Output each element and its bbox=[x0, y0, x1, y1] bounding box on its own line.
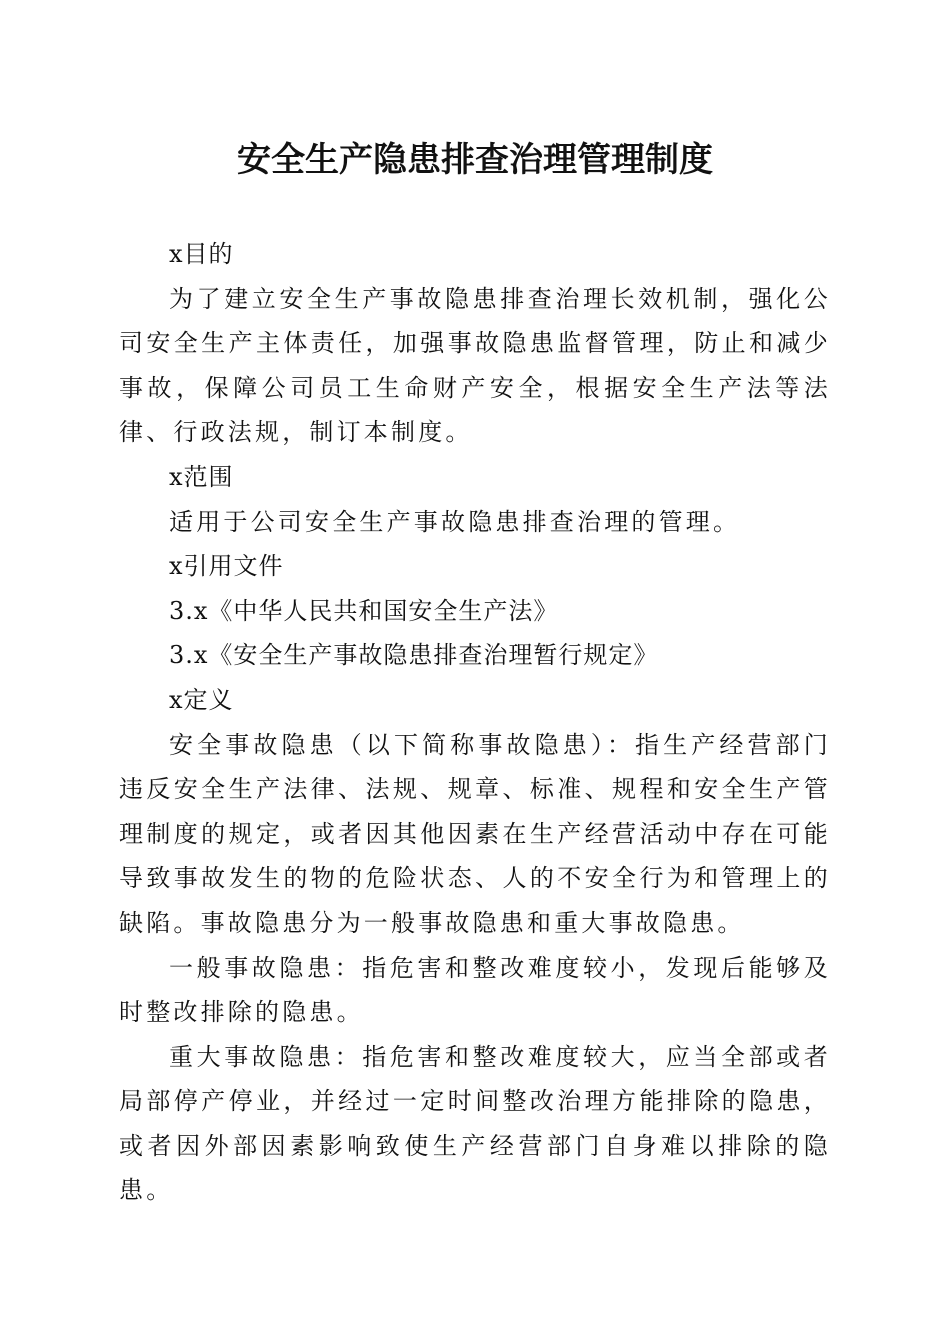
document-body bbox=[119, 232, 831, 1213]
paragraph-definition-major: 重大事故隐患：指危害和整改难度较大，应当全部或者局部停产停业，并经过一定时间整改治理方能排除的隐患，或者因外部因素影响致使生产经营部门自身难以排除的隐患。 bbox=[119, 1042, 831, 1205]
reference-item-2: 3.x《安全生产事故隐患排查治理暂行规定》 bbox=[169, 641, 659, 670]
paragraph-scope: 适用于公司安全生产事故隐患排查治理的管理。 bbox=[169, 507, 741, 536]
section-heading-purpose: x目的 bbox=[169, 240, 234, 268]
section-heading-references: x引用文件 bbox=[169, 552, 284, 581]
section-heading-definitions: x定义 bbox=[169, 685, 234, 714]
paragraph-purpose: 为了建立安全生产事故隐患排查治理长效机制，强化公司安全生产主体责任，加强事故隐患监督管理，防止和减少事故，保障公司员工生命财产安全，根据安全生产法等法律、行政法规，制订本制度。 bbox=[119, 284, 831, 447]
document-title: 安全生产隐患排查治理管理制度 bbox=[237, 140, 713, 180]
reference-item-1: 3.x《中华人民共和国安全生产法》 bbox=[169, 596, 559, 625]
paragraph-definition-hazard: 安全事故隐患（以下简称事故隐患）：指生产经营部门违反安全生产法律、法规、规章、标准、规程和安全生产管理制度的规定，或者因其他因素在生产经营活动中存在可能导致事故发生的物的危险状态、人的不安全行为和管理上的缺陷。事故隐患分为一般事故隐患和重大事故隐患。 bbox=[119, 730, 831, 937]
section-heading-scope: x范围 bbox=[169, 462, 234, 491]
paragraph-definition-general: 一般事故隐患：指危害和整改难度较小，发现后能够及时整改排除的隐患。 bbox=[119, 953, 831, 1027]
